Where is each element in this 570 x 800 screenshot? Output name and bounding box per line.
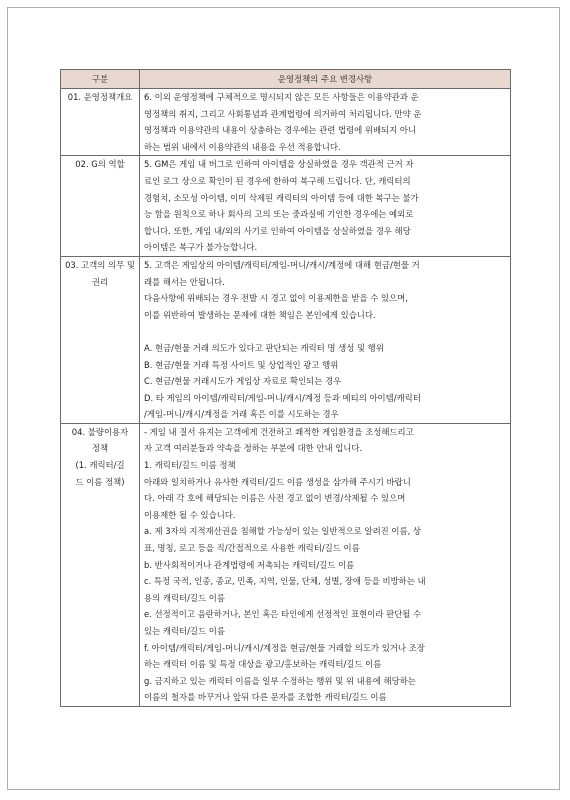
content-line: - 게임 내 질서 유지는 고객에게 건전하고 쾌적한 게임환경을 조성해드리고 xyxy=(144,426,414,437)
content-line: 이를 위반하여 발생하는 문제에 대한 책임은 본인에게 있습니다. xyxy=(144,309,376,320)
content-line: 5. GM은 게임 내 버그로 인하여 아이템을 상실하였을 경우 객관적 근거 자 xyxy=(144,159,414,170)
content-line: 합니다. 또한, 게임 내/외의 사기로 인하여 아이템을 상실하였을 경우 해당 xyxy=(144,225,411,236)
table-row xyxy=(61,256,511,423)
content-line: 하는 캐릭터 이름 및 특정 대상을 광고/홍보하는 캐릭터/길드 이름 xyxy=(144,659,382,670)
row-category: 02. G의 역할 xyxy=(75,159,125,170)
content-line: 이름의 철자를 바꾸거나 앞뒤 다른 문자를 조합한 캐릭터/길드 이름 xyxy=(144,692,387,703)
content-line: 자 고객 여러분들과 약속을 정하는 부분에 대한 안내 입니다. xyxy=(144,443,363,454)
content-line: 아래와 일치하거나 유사한 캐릭터/길드 이름 생성을 삼가해 주시기 바랍니 xyxy=(144,476,411,487)
row-category-cell xyxy=(61,156,140,257)
content-line: 용의 캐릭터/길드 이름 xyxy=(144,592,225,603)
content-line: 경험치, 소모성 아이템, 이미 삭제된 캐릭터의 아이템 등에 대한 복구는 불가 xyxy=(144,192,419,203)
row-category-cell xyxy=(61,423,140,706)
content-line: 1. 캐릭터/길드 이름 정책 xyxy=(144,460,236,471)
content-line: 이용제한 될 수 있습니다. xyxy=(144,509,236,520)
content-line: D. 타 게임의 아이템/캐릭터/게임-머니/캐시/계정 등과 메티의 아이템/캐릭터 xyxy=(144,392,421,403)
row-content-cell xyxy=(140,256,511,423)
content-line: e. 선정적이고 음란하거나, 본인 혹은 타인에게 선정적인 표현이라 판단될 수 xyxy=(144,609,422,620)
row-category-line: (1. 캐릭터/길 xyxy=(75,460,125,471)
policy-changes-table xyxy=(60,69,511,707)
content-line: B. 현금/현물 거래 특정 사이트 및 상업적인 광고 행위 xyxy=(144,359,339,370)
content-line: C. 현금/현물 거래시도가 게임상 자료로 확인되는 경우 xyxy=(144,376,342,387)
header-category: 구분 xyxy=(61,70,140,89)
row-category-line: 정책 xyxy=(91,443,109,454)
row-category-cell xyxy=(61,256,140,423)
content-line: A. 현금/현물 거래 의도가 있다고 판단되는 캐릭터 명 생성 및 행위 xyxy=(144,342,384,353)
content-line: 료인 로그 상으로 확인이 된 경우에 한하여 복구해 드립니다. 단, 캐릭터의 xyxy=(144,175,411,186)
content-line: 다음사항에 위배되는 경우 전발 시 경고 없이 이용제한을 받을 수 있으며, xyxy=(144,293,408,304)
row-category: 03. 고객의 의무 및 권리 xyxy=(65,259,135,287)
content-line: 래를 해서는 안됩니다. xyxy=(144,276,225,287)
content-line: 능 함을 원칙으로 하나 회사의 고의 또는 중과실에 기인한 경우에는 예외로 xyxy=(144,209,414,220)
table-row xyxy=(61,423,511,706)
content-line: 영정책의 취지, 그리고 사회통념과 관계법령에 의거하여 처리됩니다. 만약 운 xyxy=(144,108,422,119)
content-line: b. 반사회적이거나 관계법령에 저촉되는 캐릭터/길드 이름 xyxy=(144,559,355,570)
content-line: 영정책과 이용약관의 내용이 상충하는 경우에는 관련 법령에 위배되지 아니 xyxy=(144,125,417,136)
row-category: 01. 운영정책개요 xyxy=(67,92,133,102)
content-line: 있는 캐릭터/길드 이름 xyxy=(144,626,225,636)
content-line: 표, 명칭, 로고 등을 직/간접적으로 사용한 캐릭터/길드 이름 xyxy=(144,543,360,554)
table-row xyxy=(61,89,511,156)
content-line: 6. 이외 운영정책에 구체적으로 명시되지 않은 모든 사항들은 이용약관과 운 xyxy=(144,92,419,102)
content-line: 5. 고객은 게임상의 아이템/캐릭터/게임-머니/캐시/계정에 대해 현금/현물 거 xyxy=(144,259,420,270)
content-line: 아이템은 복구가 불가능합니다. xyxy=(144,242,258,253)
header-changes: 운영정책의 주요 변경사항 xyxy=(140,70,511,89)
table-row xyxy=(61,156,511,257)
content-line: 하는 범위 내에서 이용약관의 내용을 우선 적용합니다. xyxy=(144,141,341,152)
row-content-cell xyxy=(140,423,511,706)
row-category-line: 드 이름 정책) xyxy=(75,476,125,487)
row-content-cell xyxy=(140,89,511,156)
content-line: f. 아이템/캐릭터/게임-머니/캐시/계정을 현금/현물 거래할 의도가 있거나 조장 xyxy=(144,642,425,653)
content-line: c. 특정 국적, 인종, 종교, 민족, 지역, 인물, 단체, 성별, 장애 등을 비방하는 내 xyxy=(144,576,426,587)
row-content-cell xyxy=(140,156,511,257)
content-line: 다. 아래 각 호에 해당되는 이름은 사전 경고 없이 변경/삭제될 수 있으며 xyxy=(144,493,406,504)
content-line: a. 제 3자의 지적재산권을 침해할 가능성이 있는 일반적으로 알려진 이름, 상 xyxy=(144,526,422,537)
row-category-cell xyxy=(61,89,140,156)
content-line: /게임-머니/캐시/계정을 거래 혹은 이를 시도하는 경우 xyxy=(144,409,339,420)
content-line: g. 금지하고 있는 캐릭터 이름을 일부 수정하는 행위 및 위 내용에 해당하는 xyxy=(144,675,416,686)
row-category-line: 04. 불량이용자 xyxy=(71,426,129,437)
blank-line xyxy=(144,323,506,340)
table-header-row xyxy=(61,70,511,89)
